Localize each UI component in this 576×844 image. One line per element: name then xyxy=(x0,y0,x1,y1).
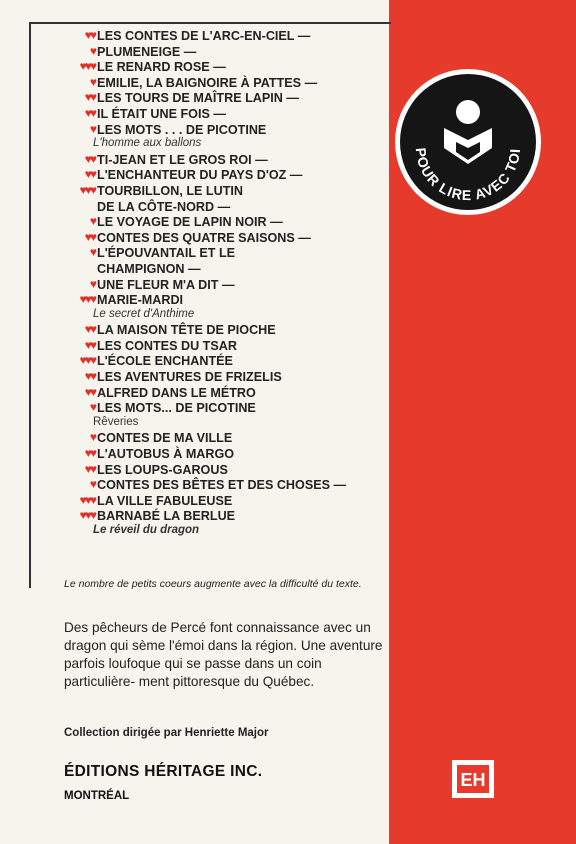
series-title: LE VOYAGE DE LAPIN NOIR — xyxy=(97,215,283,230)
difficulty-hearts: ♥ xyxy=(89,245,95,260)
series-title: L'AUTOBUS À MARGO xyxy=(97,446,235,461)
difficulty-hearts: ♥ xyxy=(89,214,95,229)
difficulty-hearts: ♥♥ xyxy=(84,369,95,383)
series-subtitle: Rêveries xyxy=(93,415,139,428)
difficulty-hearts: ♥♥ xyxy=(84,384,95,399)
logo-text: EH xyxy=(460,770,486,790)
difficulty-hearts: ♥♥ xyxy=(84,337,95,352)
series-title: L'ENCHANTEUR DU PAYS D'OZ — xyxy=(97,168,303,183)
difficulty-hearts: ♥♥ xyxy=(84,106,95,120)
series-entry xyxy=(0,230,360,246)
series-entry xyxy=(0,493,360,509)
badge-reader-head-icon xyxy=(456,100,480,124)
difficulty-hearts: ♥♥♥ xyxy=(79,292,95,307)
series-title: UNE FLEUR M'A DIT — xyxy=(97,277,235,292)
series-entry xyxy=(0,508,360,524)
series-entry xyxy=(0,385,360,401)
series-entry xyxy=(0,430,360,446)
series-title-continued: DE LA CÔTE-NORD — xyxy=(97,199,231,214)
series-title: LES MOTS . . . DE PICOTINE xyxy=(97,122,267,137)
series-entry xyxy=(0,75,360,91)
series-title: CONTES DES QUATRE SAISONS — xyxy=(97,230,311,245)
back-cover-blurb: Des pêcheurs de Percé font connaissance avec un dragon qui sème l'émoi dans la région. Une aventure parfois loufoque qui se passe dans un coin particulière- ment pittoresque du Québec. xyxy=(64,620,383,689)
pour-lire-avec-toi-badge xyxy=(394,68,542,216)
series-title: TOURBILLON, LE LUTIN xyxy=(97,183,243,198)
series-title: LES LOUPS-GAROUS xyxy=(97,462,228,477)
series-title: IL ÉTAIT UNE FOIS — xyxy=(97,107,226,121)
difficulty-hearts: ♥ xyxy=(89,430,95,445)
series-title: LES CONTES DU TSAR xyxy=(97,338,237,353)
series-entry xyxy=(0,277,360,293)
series-entry xyxy=(0,90,360,106)
series-title: PLUMENEIGE — xyxy=(97,44,197,59)
series-title: TI-JEAN ET LE GROS ROI — xyxy=(97,152,268,167)
series-entry xyxy=(0,369,360,385)
series-entry xyxy=(0,245,360,261)
series-title: L'ÉPOUVANTAIL ET LE xyxy=(97,246,236,261)
difficulty-hearts: ♥ xyxy=(89,400,95,415)
difficulty-hearts: ♥♥♥ xyxy=(79,508,95,523)
series-title: LE RENARD ROSE — xyxy=(97,60,226,75)
editions-heritage-logo xyxy=(452,760,494,798)
difficulty-hearts: ♥♥ xyxy=(84,322,95,337)
publisher-name: ÉDITIONS HÉRITAGE INC. xyxy=(64,763,263,780)
difficulty-hearts: ♥♥ xyxy=(84,28,95,42)
series-entry xyxy=(0,292,360,308)
series-entry xyxy=(0,44,360,60)
series-title: L'ÉCOLE ENCHANTÉE xyxy=(97,354,233,369)
series-entry xyxy=(0,477,360,493)
series-subtitle: Le réveil du dragon xyxy=(93,523,200,536)
collection-director: Collection dirigée par Henriette Major xyxy=(64,727,269,739)
badge-text: POUR LIRE AVEC TOI xyxy=(412,146,524,204)
series-title-continued: CHAMPIGNON — xyxy=(97,261,201,276)
series-subtitle: Le secret d'Anthime xyxy=(93,307,195,320)
difficulty-hearts: ♥♥♥ xyxy=(79,492,95,507)
difficulty-hearts: ♥♥ xyxy=(84,167,95,182)
series-entry xyxy=(0,214,360,230)
series-title: LES MOTS... DE PICOTINE xyxy=(97,401,256,416)
series-subtitle: L'homme aux ballons xyxy=(93,137,202,150)
series-title: LES CONTES DE L'ARC-EN-CIEL — xyxy=(97,29,311,43)
publisher-city: MONTRÉAL xyxy=(64,790,130,802)
series-title: MARIE-MARDI xyxy=(97,293,184,308)
series-title: LA MAISON TÊTE DE PIOCHE xyxy=(97,323,276,338)
series-title: BARNABÉ LA BERLUE xyxy=(97,509,236,524)
difficulty-hearts: ♥♥ xyxy=(84,461,95,476)
series-entry xyxy=(0,59,360,75)
difficulty-hearts: ♥♥ xyxy=(84,229,95,244)
series-entry xyxy=(0,152,360,168)
difficulty-hearts: ♥ xyxy=(89,43,95,58)
difficulty-hearts: ♥♥♥ xyxy=(79,182,95,197)
series-entry xyxy=(0,106,360,122)
series-title: CONTES DES BÊTES ET DES CHOSES — xyxy=(97,478,347,493)
series-entry xyxy=(0,462,360,478)
difficulty-hearts: ♥♥♥ xyxy=(79,59,95,74)
series-entry xyxy=(0,322,360,338)
series-entry xyxy=(0,400,360,416)
series-entry xyxy=(0,167,360,183)
series-entry xyxy=(0,353,360,369)
difficulty-note: Le nombre de petits coeurs augmente avec la difficulté du texte. xyxy=(64,578,362,590)
series-entry xyxy=(0,122,360,138)
series-entry xyxy=(0,28,360,44)
difficulty-hearts: ♥♥ xyxy=(84,445,95,460)
difficulty-hearts: ♥♥ xyxy=(84,151,95,166)
difficulty-hearts: ♥♥♥ xyxy=(79,353,95,368)
difficulty-hearts: ♥♥ xyxy=(84,90,95,105)
difficulty-hearts: ♥ xyxy=(89,121,95,136)
series-title: LES TOURS DE MAÎTRE LAPIN — xyxy=(97,91,299,106)
difficulty-hearts: ♥ xyxy=(89,477,95,492)
series-title: LES AVENTURES DE FRIZELIS xyxy=(97,370,282,384)
difficulty-hearts: ♥ xyxy=(89,74,95,89)
series-title: CONTES DE MA VILLE xyxy=(97,431,233,446)
series-entry xyxy=(0,183,360,199)
series-entry xyxy=(0,446,360,462)
series-entry xyxy=(0,338,360,354)
series-title: LA VILLE FABULEUSE xyxy=(97,493,233,508)
series-title: EMILIE, LA BAIGNOIRE À PATTES — xyxy=(97,75,318,90)
series-title: ALFRED DANS LE MÉTRO xyxy=(97,385,256,400)
difficulty-hearts: ♥ xyxy=(89,276,95,291)
